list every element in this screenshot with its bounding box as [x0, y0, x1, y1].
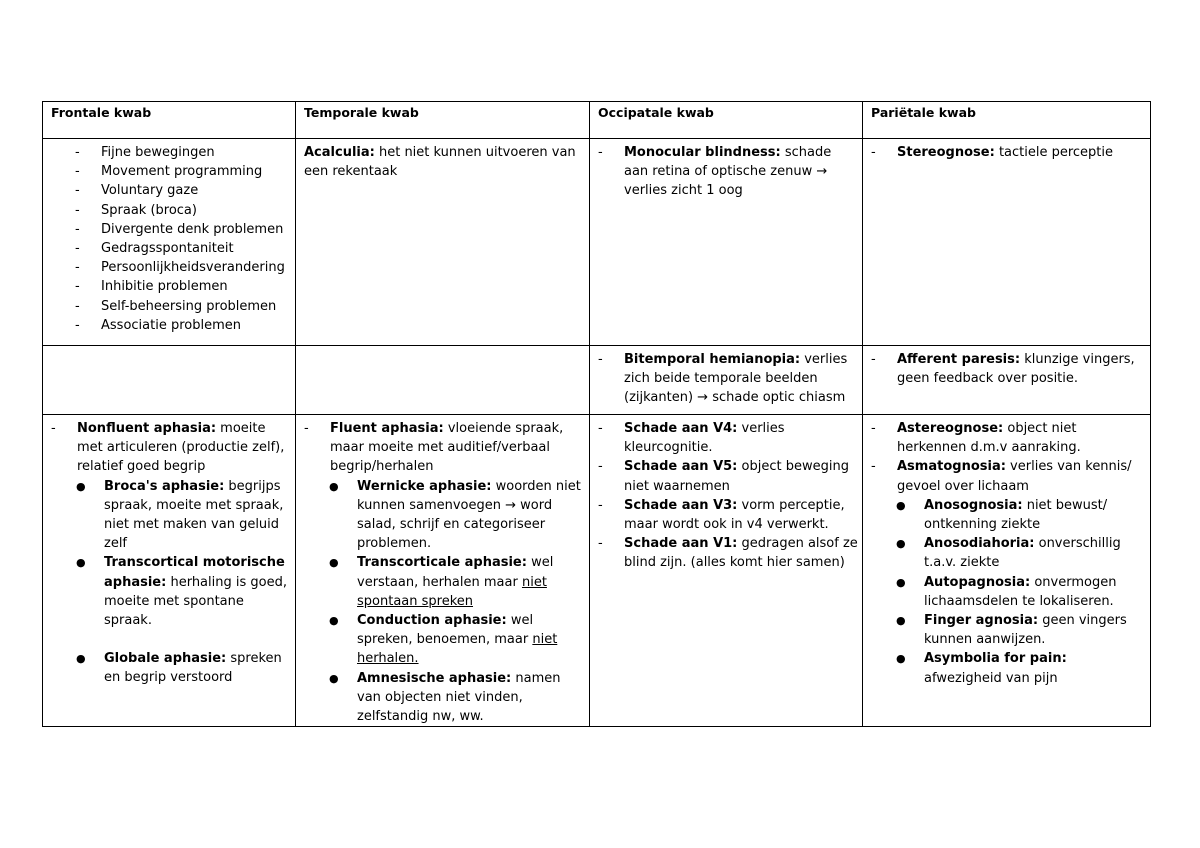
- list-item: - Bitemporal hemianopia: verlies zich beide temporale beelden (zijkanten) → schade optic chiasm: [598, 352, 848, 406]
- header-occipital: Occipatale kwab: [598, 105, 714, 120]
- sub-list-item: ● Transcorticale aphasie: wel verstaan, herhalen maar niet spontaan spreken: [329, 555, 554, 609]
- list-item: - Schade aan V4: verlies kleurcognitie.: [598, 421, 785, 456]
- list-item: - Asmatognosia: verlies van kennis/ gevoel over lichaam: [871, 459, 1132, 494]
- cell-empty: [296, 346, 590, 415]
- cell-frontal-functions: [43, 139, 296, 346]
- list-item: - Fluent aphasia: vloeiende spraak, maar moeite met auditief/verbaal begrip/herhalen: [304, 421, 564, 475]
- cell-occipital-monocular: [590, 139, 863, 346]
- cell-occipital-bitemporal: [590, 346, 863, 415]
- list-item: - Monocular blindness: schade aan retina of optische zenuw → verlies zicht 1 oog: [598, 145, 832, 199]
- list-item: - Stereognose: tactiele perceptie: [871, 145, 1114, 160]
- sub-list-item: ● Wernicke aphasie: woorden niet kunnen samenvoegen → word salad, schrijf en categoriseer problemen.: [329, 478, 581, 552]
- list-item: - Afferent paresis: klunzige vingers, geen feedback over positie.: [871, 352, 1135, 387]
- header-cell-parietal: [863, 102, 1151, 139]
- list-item: - Spraak (broca): [75, 202, 197, 218]
- header-cell-occipital: [590, 102, 863, 139]
- cell-empty: [43, 346, 296, 415]
- cell-parietal-afferent: [863, 346, 1151, 415]
- header-cell-frontal: [43, 102, 296, 139]
- header-frontal: Frontale kwab: [51, 105, 152, 120]
- list-item: - Movement programming: [75, 164, 263, 180]
- definition-text: Acalculia: het niet kunnen uitvoeren van een rekentaak: [304, 145, 576, 180]
- sub-list-item: ● Transcortical motorische aphasie: herhaling is goed, moeite met spontane spraak.: [76, 555, 287, 629]
- list-item: - Inhibitie problemen: [75, 279, 228, 295]
- table-row-2: [43, 346, 1151, 415]
- table-row-1: [43, 139, 1151, 346]
- cell-frontal-aphasia: [43, 415, 296, 727]
- cell-temporal-acalculia: [296, 139, 590, 346]
- list-item: - Schade aan V3: vorm perceptie, maar wordt ook in v4 verwerkt.: [598, 497, 845, 533]
- list-item: - Schade aan V1: gedragen alsof ze blind zijn. (alles komt hier samen): [598, 536, 858, 571]
- list-item: - Voluntary gaze: [75, 183, 199, 199]
- list-item: - Nonfluent aphasia: moeite met articuleren (productie zelf), relatief goed begrip: [51, 421, 285, 475]
- sub-list-item: ● Anosognosia: niet bewust/ ontkenning ziekte: [896, 497, 1108, 533]
- list-item: - Associatie problemen: [75, 317, 241, 333]
- sub-list-item: ● Broca's aphasie: begrijps spraak, moeite met spraak, niet met maken van geluid zelf: [76, 478, 284, 552]
- list-item: - Persoonlijkheidsverandering: [75, 260, 285, 276]
- cell-occipital-damage: [590, 415, 863, 727]
- header-cell-temporal: [296, 102, 590, 139]
- list-item: - Astereognose: object niet herkennen d.m.v aanraking.: [871, 421, 1081, 456]
- sub-list-item: ● Finger agnosia: geen vingers kunnen aanwijzen.: [896, 613, 1127, 648]
- header-row: [43, 102, 1151, 139]
- list-item: - Schade aan V5: object beweging niet waarnemen: [598, 459, 849, 494]
- list-item: - Divergente denk problemen: [75, 221, 284, 237]
- list-item: - Self-beheersing problemen: [75, 298, 277, 314]
- sub-list-item: ● Conduction aphasie: wel spreken, benoemen, maar niet herhalen.: [329, 613, 558, 667]
- header-temporal: Temporale kwab: [304, 105, 419, 120]
- brain-lobes-table: [42, 101, 1151, 727]
- sub-list-item: ● Anosodiahoria: onverschillig t.a.v. ziekte: [896, 536, 1121, 571]
- sub-list-item: ● Globale aphasie: spreken en begrip verstoord: [76, 651, 282, 686]
- list-item: - Fijne bewegingen: [75, 145, 215, 160]
- cell-parietal-agnosia: [863, 415, 1151, 727]
- cell-temporal-aphasia: [296, 415, 590, 727]
- sub-list-item: ● Amnesische aphasie: namen van objecten niet vinden, zelfstandig nw, ww.: [329, 670, 561, 725]
- sub-list-item: ● Autopagnosia: onvermogen lichaamsdelen te lokaliseren.: [896, 574, 1117, 609]
- cell-parietal-stereognose: [863, 139, 1151, 346]
- sub-list-item: ● Asymbolia for pain: afwezigheid van pijn: [896, 651, 1067, 686]
- header-parietal: Pariëtale kwab: [871, 105, 976, 120]
- table-row-3: [43, 415, 1151, 727]
- list-item: - Gedragsspontaniteit: [75, 241, 234, 257]
